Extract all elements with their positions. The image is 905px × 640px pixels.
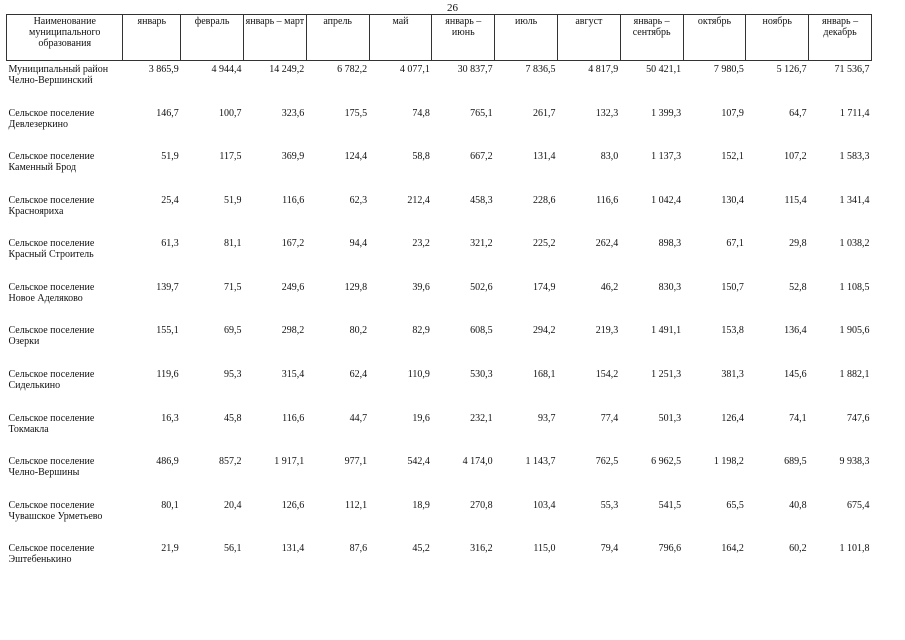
value-cell: 167,2 xyxy=(281,238,305,250)
value-cell: 3 865,9 xyxy=(148,64,179,75)
municipality-type: Сельское поселение xyxy=(8,107,95,119)
value-cell: 67,1 xyxy=(726,238,744,250)
value-cell: 146,7 xyxy=(156,107,179,119)
municipality-name: Токмакла xyxy=(8,423,49,435)
column-header-jan-dec: январь – декабрь xyxy=(809,15,872,61)
value-cell: 71 536,7 xyxy=(834,64,870,75)
value-cell: 116,6 xyxy=(596,194,619,206)
value-cell: 1 882,1 xyxy=(839,369,870,381)
value-cell: 126,6 xyxy=(281,499,305,511)
value-cell: 131,4 xyxy=(281,543,305,555)
value-cell: 129,8 xyxy=(344,281,368,293)
value-cell: 1 143,7 xyxy=(525,456,556,468)
table-row xyxy=(7,279,872,323)
value-cell: 93,7 xyxy=(537,412,556,424)
value-cell: 62,4 xyxy=(349,369,368,381)
value-cell: 74,1 xyxy=(789,412,807,424)
column-header-feb: февраль xyxy=(181,15,244,61)
value-cell: 79,4 xyxy=(600,543,619,555)
value-cell: 1 711,4 xyxy=(839,107,870,119)
column-header-jan-sep: январь – сентябрь xyxy=(620,15,683,61)
municipality-type: Муниципальный район xyxy=(8,64,109,75)
value-cell: 232,1 xyxy=(470,412,493,424)
value-cell: 94,4 xyxy=(349,238,368,250)
value-cell: 747,6 xyxy=(847,412,870,424)
value-cell: 270,8 xyxy=(470,499,493,511)
value-cell: 95,3 xyxy=(223,369,242,381)
municipality-type: Сельское поселение xyxy=(8,543,95,555)
value-cell: 164,2 xyxy=(721,543,744,555)
municipality-type: Сельское поселение xyxy=(8,325,95,337)
value-cell: 61,3 xyxy=(161,238,179,250)
table-row xyxy=(7,105,872,149)
column-header-jan-jun: январь – июнь xyxy=(432,15,495,61)
value-cell: 87,6 xyxy=(349,543,368,555)
value-cell: 5 126,7 xyxy=(776,64,807,75)
municipality-type: Сельское поселение xyxy=(8,456,95,468)
value-cell: 50 421,1 xyxy=(646,64,682,75)
value-cell: 58,8 xyxy=(412,151,430,163)
value-cell: 369,9 xyxy=(281,151,305,163)
table-row xyxy=(7,410,872,454)
municipality-name-cell xyxy=(7,235,123,279)
value-cell: 1 341,4 xyxy=(839,194,870,206)
value-cell: 46,2 xyxy=(600,281,619,293)
value-cell: 16,3 xyxy=(161,412,179,424)
value-cell: 298,2 xyxy=(281,325,305,337)
municipality-type: Сельское поселение xyxy=(8,499,95,511)
table-row xyxy=(7,235,872,279)
table-row xyxy=(7,192,872,236)
municipality-name-cell xyxy=(7,453,123,497)
municipality-name: Краснояриха xyxy=(8,205,64,217)
municipality-name-cell xyxy=(7,279,123,323)
value-cell: 153,8 xyxy=(721,325,744,337)
value-cell: 541,5 xyxy=(658,499,682,511)
value-cell: 77,4 xyxy=(600,412,619,424)
value-cell: 1 583,3 xyxy=(839,151,870,163)
data-table xyxy=(6,14,872,584)
column-header-jan: январь xyxy=(123,15,181,61)
table-row xyxy=(7,148,872,192)
value-cell: 107,9 xyxy=(721,107,744,119)
value-cell: 262,4 xyxy=(595,238,619,250)
value-cell: 796,6 xyxy=(658,543,682,555)
value-cell: 45,8 xyxy=(223,412,242,424)
municipality-name-cell xyxy=(7,61,123,105)
column-header-may: май xyxy=(369,15,432,61)
value-cell: 1 108,5 xyxy=(839,281,870,293)
value-cell: 1 917,1 xyxy=(274,456,305,468)
value-cell: 124,4 xyxy=(344,151,368,163)
value-cell: 56,1 xyxy=(223,543,242,555)
value-cell: 44,7 xyxy=(349,412,368,424)
value-cell: 228,6 xyxy=(532,194,556,206)
municipality-type: Сельское поселение xyxy=(8,369,95,381)
municipality-name: Эштебенькино xyxy=(8,554,72,566)
table-row xyxy=(7,497,872,541)
column-header-jul: июль xyxy=(495,15,558,61)
municipality-name-cell xyxy=(7,366,123,410)
value-cell: 119,6 xyxy=(156,369,179,381)
municipality-type: Сельское поселение xyxy=(8,281,95,293)
value-cell: 103,4 xyxy=(532,499,556,511)
value-cell: 52,8 xyxy=(789,281,807,293)
table-row xyxy=(7,366,872,410)
value-cell: 14 249,2 xyxy=(269,64,305,75)
value-cell: 62,3 xyxy=(349,194,368,206)
value-cell: 1 198,2 xyxy=(713,456,744,468)
value-cell: 316,2 xyxy=(470,543,493,555)
municipality-type: Сельское поселение xyxy=(8,194,95,206)
value-cell: 60,2 xyxy=(789,543,807,555)
value-cell: 1 137,3 xyxy=(651,151,682,163)
value-cell: 51,9 xyxy=(223,194,242,206)
table-row xyxy=(7,322,872,366)
value-cell: 150,7 xyxy=(721,281,744,293)
value-cell: 64,7 xyxy=(789,107,807,119)
municipality-name-cell xyxy=(7,105,123,149)
value-cell: 608,5 xyxy=(470,325,493,337)
value-cell: 175,5 xyxy=(344,107,368,119)
value-cell: 323,6 xyxy=(281,107,305,119)
value-cell: 1 101,8 xyxy=(839,543,870,555)
value-cell: 174,9 xyxy=(532,281,556,293)
value-cell: 131,4 xyxy=(532,151,556,163)
value-cell: 65,5 xyxy=(726,499,744,511)
table-row xyxy=(7,453,872,497)
value-cell: 69,5 xyxy=(223,325,242,337)
municipality-type: Сельское поселение xyxy=(8,151,95,163)
value-cell: 219,3 xyxy=(595,325,619,337)
municipality-name-cell xyxy=(7,497,123,541)
value-cell: 82,9 xyxy=(412,325,430,337)
value-cell: 107,2 xyxy=(784,151,807,163)
column-header-aug: август xyxy=(557,15,620,61)
column-header-nov: ноябрь xyxy=(746,15,809,61)
value-cell: 21,9 xyxy=(161,543,179,555)
value-cell: 1 399,3 xyxy=(651,107,682,119)
value-cell: 81,1 xyxy=(223,238,242,250)
value-cell: 762,5 xyxy=(595,456,619,468)
municipality-name: Новое Аделяково xyxy=(8,292,83,304)
value-cell: 155,1 xyxy=(156,325,179,337)
municipality-name: Красный Строитель xyxy=(8,249,94,261)
value-cell: 130,4 xyxy=(721,194,744,206)
value-cell: 1 042,4 xyxy=(651,194,682,206)
value-cell: 4 174,0 xyxy=(462,456,493,468)
value-cell: 112,1 xyxy=(344,499,368,511)
value-cell: 152,1 xyxy=(721,151,744,163)
value-cell: 132,3 xyxy=(595,107,619,119)
value-cell: 667,2 xyxy=(470,151,493,163)
value-cell: 4 817,9 xyxy=(588,64,619,75)
value-cell: 115,0 xyxy=(533,543,556,555)
value-cell: 9 938,3 xyxy=(839,456,870,468)
value-cell: 20,4 xyxy=(223,499,242,511)
value-cell: 6 962,5 xyxy=(651,456,682,468)
value-cell: 30 837,7 xyxy=(457,64,493,75)
municipality-name-cell xyxy=(7,148,123,192)
table-header xyxy=(7,15,872,61)
value-cell: 4 944,4 xyxy=(211,64,242,75)
value-cell: 74,8 xyxy=(412,107,430,119)
value-cell: 458,3 xyxy=(470,194,493,206)
value-cell: 80,2 xyxy=(349,325,368,337)
value-cell: 154,2 xyxy=(595,369,619,381)
value-cell: 116,6 xyxy=(282,194,305,206)
value-cell: 18,9 xyxy=(412,499,430,511)
value-cell: 39,6 xyxy=(412,281,430,293)
value-cell: 765,1 xyxy=(470,107,493,119)
municipality-name: Озерки xyxy=(8,336,40,348)
value-cell: 19,6 xyxy=(412,412,430,424)
value-cell: 83,0 xyxy=(600,151,619,163)
value-cell: 315,4 xyxy=(281,369,305,381)
value-cell: 116,6 xyxy=(282,412,305,424)
value-cell: 542,4 xyxy=(407,456,430,468)
column-header-name: Наименование муниципального образования xyxy=(7,15,123,61)
municipality-name-cell xyxy=(7,410,123,454)
value-cell: 1 905,6 xyxy=(839,325,870,337)
value-cell: 502,6 xyxy=(470,281,493,293)
column-header-oct: октябрь xyxy=(683,15,746,61)
value-cell: 1 251,3 xyxy=(651,369,682,381)
value-cell: 857,2 xyxy=(218,456,242,468)
value-cell: 530,3 xyxy=(470,369,493,381)
value-cell: 6 782,2 xyxy=(337,64,368,75)
value-cell: 7 836,5 xyxy=(525,64,556,75)
value-cell: 136,4 xyxy=(784,325,807,337)
value-cell: 689,5 xyxy=(784,456,807,468)
value-cell: 80,1 xyxy=(161,499,179,511)
value-cell: 321,2 xyxy=(470,238,493,250)
value-cell: 381,3 xyxy=(721,369,744,381)
value-cell: 486,9 xyxy=(156,456,179,468)
municipality-name-cell xyxy=(7,192,123,236)
municipality-name: Девлезеркино xyxy=(8,118,68,130)
municipality-name: Челно-Вершинский xyxy=(8,75,93,86)
value-cell: 117,5 xyxy=(219,151,242,163)
value-cell: 145,6 xyxy=(784,369,807,381)
value-cell: 45,2 xyxy=(412,543,430,555)
value-cell: 29,8 xyxy=(789,238,807,250)
value-cell: 977,1 xyxy=(344,456,368,468)
value-cell: 249,6 xyxy=(281,281,305,293)
value-cell: 115,4 xyxy=(784,194,807,206)
municipality-name-cell xyxy=(7,322,123,366)
municipality-name: Сиделькино xyxy=(8,380,61,392)
municipality-name: Челно-Вершины xyxy=(8,467,80,479)
value-cell: 7 980,5 xyxy=(713,64,744,75)
value-cell: 898,3 xyxy=(658,238,682,250)
value-cell: 168,1 xyxy=(532,369,556,381)
value-cell: 675,4 xyxy=(847,499,870,511)
value-cell: 55,3 xyxy=(600,499,619,511)
value-cell: 23,2 xyxy=(412,238,430,250)
column-header-apr: апрель xyxy=(306,15,369,61)
value-cell: 4 077,1 xyxy=(399,64,430,75)
value-cell: 1 038,2 xyxy=(839,238,870,250)
value-cell: 25,4 xyxy=(161,194,179,206)
value-cell: 1 491,1 xyxy=(651,325,682,337)
table-body xyxy=(7,61,872,585)
value-cell: 100,7 xyxy=(218,107,242,119)
value-cell: 139,7 xyxy=(156,281,179,293)
column-header-jan-mar: январь – март xyxy=(243,15,306,61)
table-row xyxy=(7,61,872,105)
value-cell: 261,7 xyxy=(532,107,556,119)
municipality-name: Чувашское Урметьево xyxy=(8,510,103,522)
municipality-type: Сельское поселение xyxy=(8,238,95,250)
municipality-name-cell xyxy=(7,540,123,584)
value-cell: 212,4 xyxy=(407,194,430,206)
value-cell: 126,4 xyxy=(721,412,744,424)
page-number: 26 xyxy=(447,2,458,14)
value-cell: 830,3 xyxy=(658,281,682,293)
value-cell: 40,8 xyxy=(789,499,807,511)
municipality-name: Каменный Брод xyxy=(8,162,77,174)
header-row xyxy=(7,15,872,61)
municipality-type: Сельское поселение xyxy=(8,412,95,424)
value-cell: 110,9 xyxy=(407,369,430,381)
value-cell: 501,3 xyxy=(658,412,682,424)
value-cell: 294,2 xyxy=(532,325,556,337)
value-cell: 51,9 xyxy=(161,151,179,163)
table-row xyxy=(7,540,872,584)
value-cell: 71,5 xyxy=(223,281,242,293)
value-cell: 225,2 xyxy=(532,238,556,250)
